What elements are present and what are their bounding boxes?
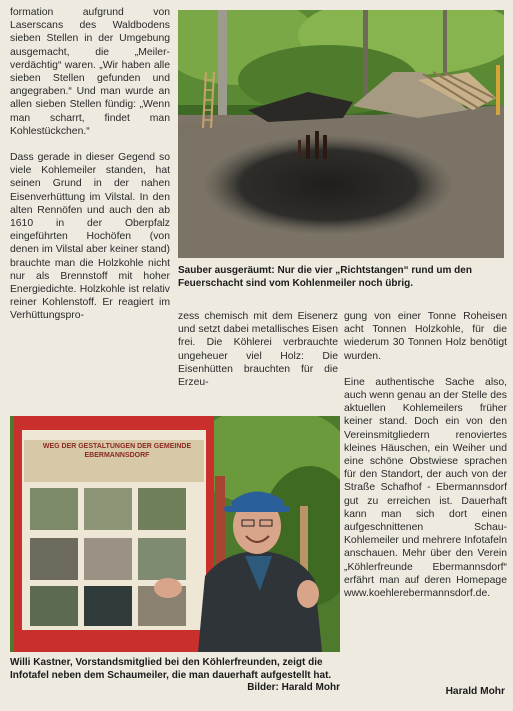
column-right (344, 310, 507, 600)
paragraph-4: gung von einer Tonne Roheisen acht Tonnen Holzkohle, für die wiederum 30 Tonnen Holz benötigt wurden. (344, 311, 507, 362)
caption-bottom-photo (10, 657, 340, 695)
author-signature: Harald Mohr (445, 686, 505, 697)
paragraph-2: Dass gerade in dieser Gegend so viele Kohlemeiler standen, hat seinen Grund in der nahen Eisenverhüttung im Vilstal. In den alten Rennöfen und auch den ab 1610 in der Oberpfalz eingeführten Hochöfen (von denen im Vilstal aber keiner stand) brauchte man die Holzkohle nicht nur als Brennstoff mit hoher Energiedichte. Holzkohle ist relativ reiner Kohlenstoff. Er reagiert im Verhüttungspro- (10, 152, 170, 322)
photo-infotafel (10, 416, 340, 652)
caption-top-photo: Sauber ausgeräumt: Nur die vier „Richtstangen“ rund um den Feuerschacht sind vom Kohlenmeiler noch übrig. (178, 265, 472, 289)
column-left (10, 6, 170, 323)
paragraph-5: Eine authentische Sache also, auch wenn genau an der Stelle des aktuellen Kohlemeilers früher keiner stand. Doch ein von den Vereinsmitgliedern renoviertes kleines Häuschen, ein Weiher und eine schöne Obstwiese sprachen für den Standort, der auch von der Straße Schafhof - Ebermannsdorf gut zu erreichen ist. Dauerhaft kann man sich dort einen aufgeschnittenen Schau-Kohlemeiler und mehrere Infotafeln anschauen. Mehr über den Verein „Köhlerfreunde Ebermannsdorf“ erfährt man auf deren Homepage www.koehlerebermannsdorf.de. (344, 376, 507, 600)
charcoal-site-image (178, 10, 504, 258)
paragraph-3: zess chemisch mit dem Eisenerz und setzt dabei metallisches Eisen frei. Die Köhlerei verbrauchte ungeheuer viel Holz: Die Eisenhütten brauchten für die Erzeu- (178, 311, 338, 389)
photo-credit: Bilder: Harald Mohr (247, 682, 340, 694)
column-middle (178, 310, 338, 389)
paragraph-1: formation aufgrund von Laserscans des Waldbodens sieben Stellen in der Umgebung ausgemacht, die „Meiler-verdächtig“ waren. „Wir haben alle sieben Stellen gefunden und angegraben.“ Und man wurde an allen sieben Stellen fündig: „Wenn man scharrt, findet man Kohlestückchen.“ (10, 7, 170, 137)
photo-charcoal-site (178, 10, 504, 258)
sign-title: WEG DER GESTALTUNGEN DER GEMEINDE EBERMANNSDORF (42, 443, 192, 459)
caption-bottom-text: Willi Kastner, Vorstandsmitglied bei den Köhlerfreunden, zeigt die Infotafel neben dem Schaumeiler, die man dauerhaft aufgestellt hat. (10, 657, 332, 681)
